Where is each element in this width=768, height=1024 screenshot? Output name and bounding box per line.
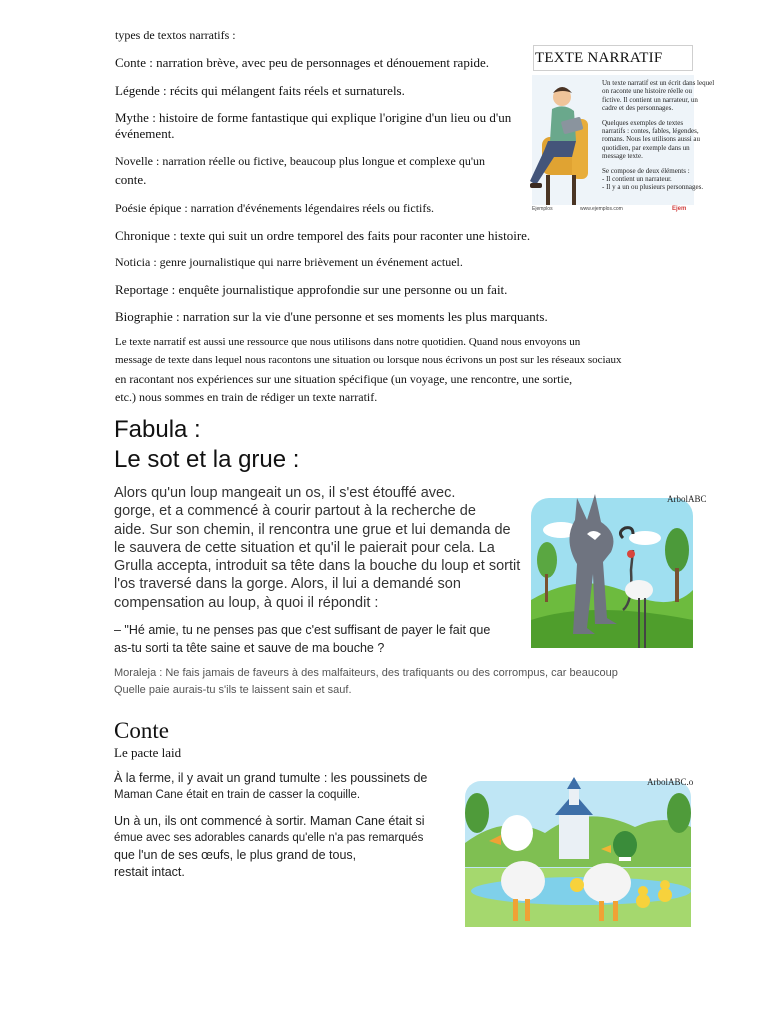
- paragraph-line: etc.) nous sommes en train de rédiger un texte narratif.: [115, 390, 378, 404]
- fable-line: aide. Sur son chemin, il rencontra une grue et lui demanda de: [114, 521, 511, 538]
- fable-line: Alors qu'un loup mangeait un os, il s'est étouffé avec.: [114, 485, 456, 501]
- fable-quote-line: – "Hé amie, tu ne penses pas que c'est suffisant de payer le fait que: [114, 623, 491, 637]
- infographic-title: TEXTE NARRATIF: [535, 50, 663, 66]
- paragraph-line: Le texte narratif est aussi une ressource que nous utilisons dans notre quotidien. Quand nous envoyons un: [115, 336, 581, 348]
- fable-line: Grulla accepta, introduit sa tête dans la bouche du loup et sortit: [114, 558, 521, 575]
- tale-title: Le pacte laid: [114, 745, 182, 760]
- list-item: Biographie : narration sur la vie d'une personne et ses moments les plus marquants.: [115, 309, 548, 324]
- infographic-line: message texte.: [602, 152, 643, 161]
- infographic-line: Quelques exemples de textes: [602, 118, 684, 127]
- fable-watermark: ArbolABC: [667, 494, 707, 504]
- fable-line: gorge, et a commencé à courir partout à la recherche de: [114, 503, 476, 520]
- list-item: Mythe : histoire de forme fantastique qui explique l'origine d'un lieu ou d'un: [115, 110, 512, 125]
- infographic-line: fictive. Il contient un narrateur, un: [602, 95, 698, 104]
- infographic-line: cadre et des personnages.: [602, 104, 674, 113]
- infographic-footer-url: www.ejemplos.com: [580, 206, 623, 212]
- narrative-text-infographic: [528, 45, 715, 215]
- infographic-line: - Il contient un narrateur.: [602, 175, 672, 184]
- infographic-line: romans. Nous les utilisons aussi au: [602, 135, 700, 144]
- tale-label: Conte: [114, 718, 169, 743]
- infographic-line: narratifs : contes, fables, légendes,: [602, 127, 699, 136]
- fable-line: compensation au loup, à quoi il répondit :: [114, 594, 379, 611]
- fable-body: [114, 484, 534, 612]
- ducks-illustration: [461, 773, 697, 935]
- tale-watermark: ArbolABC.o: [647, 777, 694, 787]
- tale-line: Maman Cane était en train de casser la coquille.: [114, 789, 361, 801]
- paragraph-line: message de texte dans lequel nous racontons une situation ou lorsque nous écrivons un post sur les réseaux sociaux: [115, 354, 622, 366]
- wolf-crane-illustration: [527, 490, 707, 660]
- list-item: Poésie épique : narration d'événements légendaires réels ou fictifs.: [115, 201, 435, 215]
- tale-line: Un à un, ils ont commencé à sortir. Maman Cane était si: [114, 814, 425, 828]
- list-item: Noticia : genre journalistique qui narre brièvement un événement actuel.: [115, 255, 463, 269]
- paragraph-line: en racontant nos expériences sur une situation spécifique (un voyage, une rencontre, une sortie,: [115, 372, 573, 386]
- tale-line: que l'un de ses œufs, le plus grand de tous,: [114, 848, 357, 862]
- section-heading: types de textos narratifs :: [115, 28, 236, 42]
- infographic-line: Se compose de deux éléments :: [602, 166, 690, 175]
- fable-line: le sauvera de cette situation et qu'il le paierait pour cela. La: [114, 539, 495, 556]
- infographic-line: quotidien, par exemple dans un: [602, 143, 690, 152]
- tale-line: émue avec ses adorables canards qu'elle n'a pas remarqués: [114, 832, 424, 844]
- infographic-footer-left: Ejemplos: [532, 206, 553, 212]
- list-item: Novelle : narration réelle ou fictive, beaucoup plus longue et complexe qu'un: [115, 154, 486, 168]
- list-item: Reportage : enquête journalistique approfondie sur une personne ou un fait.: [115, 282, 508, 297]
- fable-moral-line: Moraleja : Ne fais jamais de faveurs à des malfaiteurs, des trafiquants ou des corrompus, car beaucoup: [114, 667, 618, 679]
- list-item: Légende : récits qui mélangent faits réels et surnaturels.: [115, 83, 405, 98]
- list-item: événement.: [115, 126, 175, 141]
- list-item: Conte : narration brève, avec peu de personnages et dénouement rapide.: [115, 55, 489, 70]
- fable-label: Fabula :: [114, 416, 201, 443]
- list-item: conte.: [115, 172, 147, 187]
- tale-line: À la ferme, il y avait un grand tumulte : les poussinets de: [114, 771, 428, 785]
- fable-title: Le sot et la grue :: [114, 446, 300, 473]
- infographic-line: Un texte narratif est un écrit dans lequel: [602, 79, 715, 87]
- infographic-line: on raconte une histoire réelle ou: [602, 87, 692, 96]
- infographic-line: - Il y a un ou plusieurs personnages.: [602, 183, 704, 192]
- tale-line: restait intact.: [114, 865, 185, 879]
- person-reading-illustration: [528, 79, 600, 209]
- fable-moral-line: Quelle paie aurais-tu s'ils te laissent sain et sauf.: [114, 684, 352, 696]
- fable-line: l'os traversé dans la gorge. Alors, il lui a demandé son: [114, 576, 461, 593]
- infographic-logo: Ejem: [672, 206, 687, 212]
- fable-quote-line: as-tu sorti ta tête saine et sauve de ma bouche ?: [114, 641, 385, 655]
- list-item: Chronique : texte qui suit un ordre temporel des faits pour raconter une histoire.: [115, 228, 531, 243]
